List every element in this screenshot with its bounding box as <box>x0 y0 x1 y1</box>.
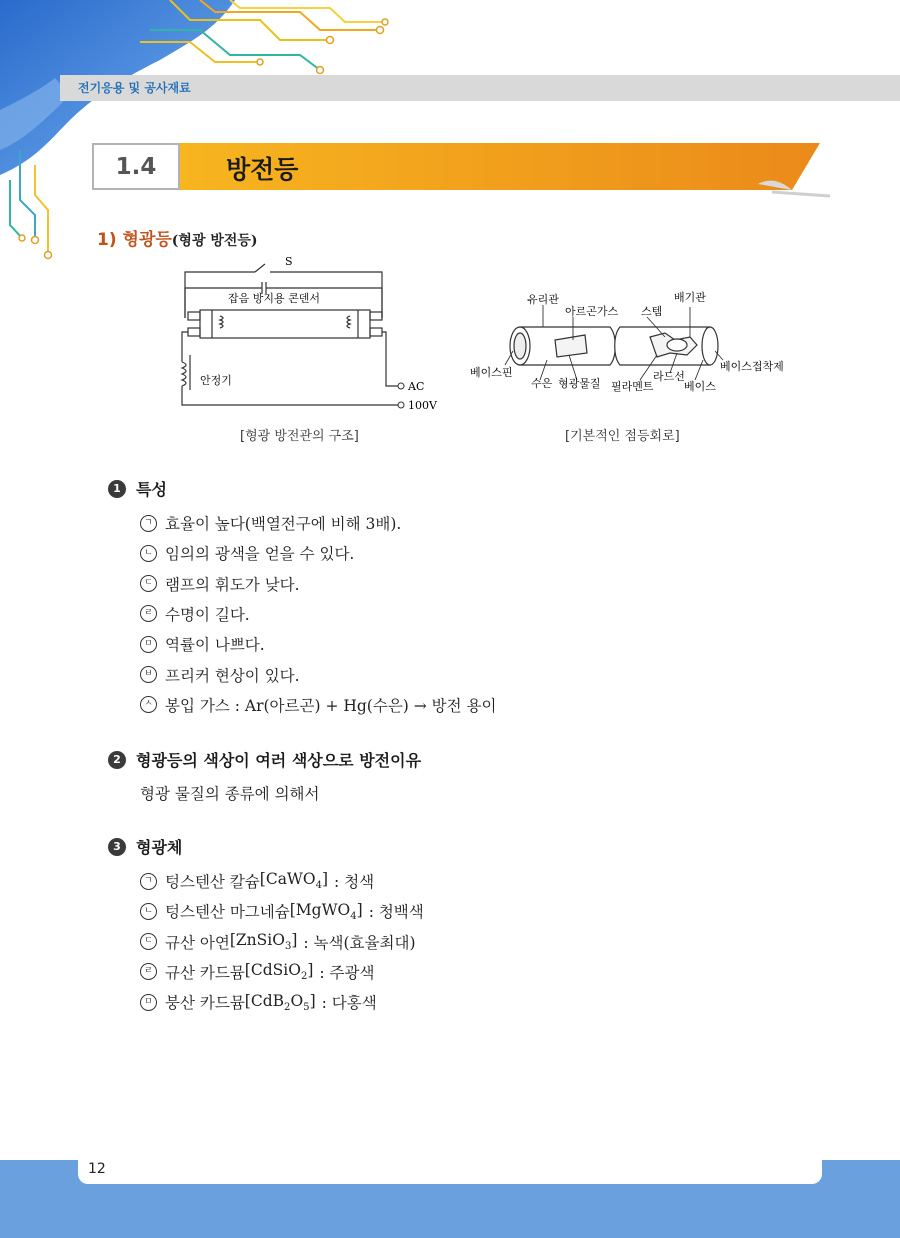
characteristic-item <box>140 603 250 625</box>
fluorescent-tube-circuit-diagram <box>170 250 450 420</box>
label-phosphor: 형광물질 <box>558 377 601 390</box>
label-base-adhesive: 베이스접착제 <box>720 360 784 373</box>
label-base-pin: 베이스핀 <box>470 366 513 379</box>
item-marker: ㄴ <box>140 903 157 920</box>
book-title: 전기응용 및 공사재료 <box>78 81 191 95</box>
item-marker: ㅁ <box>140 994 157 1011</box>
label-lead-wire: 라드선 <box>653 370 685 383</box>
heading-color-reason <box>108 748 421 771</box>
item-text: 램프의 휘도가 낮다. <box>165 575 300 594</box>
subsection-title <box>97 225 258 250</box>
phosphor-item <box>140 900 424 922</box>
label-ac: AC <box>408 380 425 393</box>
heading-characteristics <box>108 477 167 500</box>
item-marker: ㄷ <box>140 933 157 950</box>
label-voltage: 100V <box>408 399 437 412</box>
characteristic-item <box>140 633 265 655</box>
item-text: 프리커 현상이 있다. <box>165 666 300 685</box>
phosphor-formula: [ZnSiO$_3$] <box>229 931 298 953</box>
item-marker: ㄴ <box>140 545 157 562</box>
subsection-main: 1) 형광등 <box>97 230 172 250</box>
phosphor-item <box>140 961 374 983</box>
item-text: 효율이 높다(백열전구에 비해 3배). <box>165 515 402 533</box>
label-argon: 아르곤가스 <box>565 305 619 318</box>
phosphor-item <box>140 931 416 953</box>
heading-text: 특성 <box>136 480 167 499</box>
label-stem: 스템 <box>641 305 663 318</box>
phosphor-item <box>140 991 377 1013</box>
phosphor-color: : 청색 <box>334 873 375 891</box>
heading-text: 형광등의 색상이 여러 색상으로 방전이유 <box>136 751 422 770</box>
characteristic-item <box>140 512 401 534</box>
item-marker: ㄷ <box>140 575 157 592</box>
characteristic-item <box>140 694 497 716</box>
section-number: 1.4 <box>92 143 180 190</box>
item-marker: ㄱ <box>140 873 157 890</box>
subsection-paren: (형광 방전등) <box>171 233 258 249</box>
item-text: 수명이 길다. <box>165 605 250 624</box>
item-text: 봉입 가스 : Ar(아르곤) + Hg(수은) → 방전 용이 <box>165 696 497 715</box>
phosphor-name: 텅스텐산 칼슘 <box>165 873 260 891</box>
label-mercury: 수은 <box>531 377 553 390</box>
phosphor-name: 텅스텐산 마그네슘 <box>165 903 290 922</box>
phosphor-name: 규산 아연 <box>165 933 230 952</box>
heading-number: 3 <box>108 838 126 856</box>
phosphor-color: : 청백색 <box>368 903 424 922</box>
label-glass-tube: 유리관 <box>527 293 559 306</box>
characteristic-item <box>140 573 300 595</box>
heading-phosphors <box>108 835 182 858</box>
item-marker: ㄱ <box>140 515 157 532</box>
phosphor-name: 규산 카드뮴 <box>165 963 245 982</box>
caption-left: [형광 방전관의 구조] <box>240 429 359 444</box>
item-text: 임의의 광색을 얻을 수 있다. <box>165 545 355 564</box>
characteristic-item <box>140 542 354 564</box>
label-filament: 필라멘트 <box>611 380 654 393</box>
label-ballast: 안정기 <box>200 374 232 387</box>
item-marker: ㄹ <box>140 963 157 980</box>
section-title: 방전등 <box>226 155 299 184</box>
item-text: 역률이 나쁘다. <box>165 636 265 655</box>
phosphor-item <box>140 870 374 892</box>
label-base: 베이스 <box>684 380 716 393</box>
characteristic-item <box>140 664 300 686</box>
heading-number: 2 <box>108 751 126 769</box>
phosphor-color: : 주광색 <box>319 963 375 982</box>
caption-right: [기본적인 점등회로] <box>565 429 680 444</box>
phosphor-formula: [CdSiO$_2$] <box>244 961 314 983</box>
footer-page-tab <box>78 1158 822 1184</box>
phosphor-formula: $[CdB_2O_5]$ <box>244 991 316 1013</box>
item-marker: ㅁ <box>140 636 157 653</box>
page-number: 12 <box>88 1161 106 1177</box>
item-marker: ㄹ <box>140 605 157 622</box>
heading-number: 1 <box>108 480 126 498</box>
label-exhaust: 배기관 <box>674 291 706 304</box>
decorative-circuit-graphic <box>0 0 400 260</box>
phosphor-formula: [CaWO$_4$] <box>259 870 329 892</box>
phosphor-formula: [MgWO$_4$] <box>289 900 363 922</box>
fluorescent-tube-cutaway-diagram <box>465 285 795 395</box>
label-switch: S <box>285 255 293 268</box>
phosphor-color: : 다홍색 <box>321 994 377 1013</box>
phosphor-color: : 녹색(효율최대) <box>303 933 416 952</box>
label-capacitor: 잡음 방지용 콘덴서 <box>228 292 321 305</box>
phosphor-name: 붕산 카드뮴 <box>165 994 245 1013</box>
color-reason-text: 형광 물질의 종류에 의해서 <box>140 785 320 803</box>
heading-text: 형광체 <box>136 838 183 857</box>
item-marker: ㅅ <box>140 696 157 713</box>
item-marker: ㅂ <box>140 666 157 683</box>
